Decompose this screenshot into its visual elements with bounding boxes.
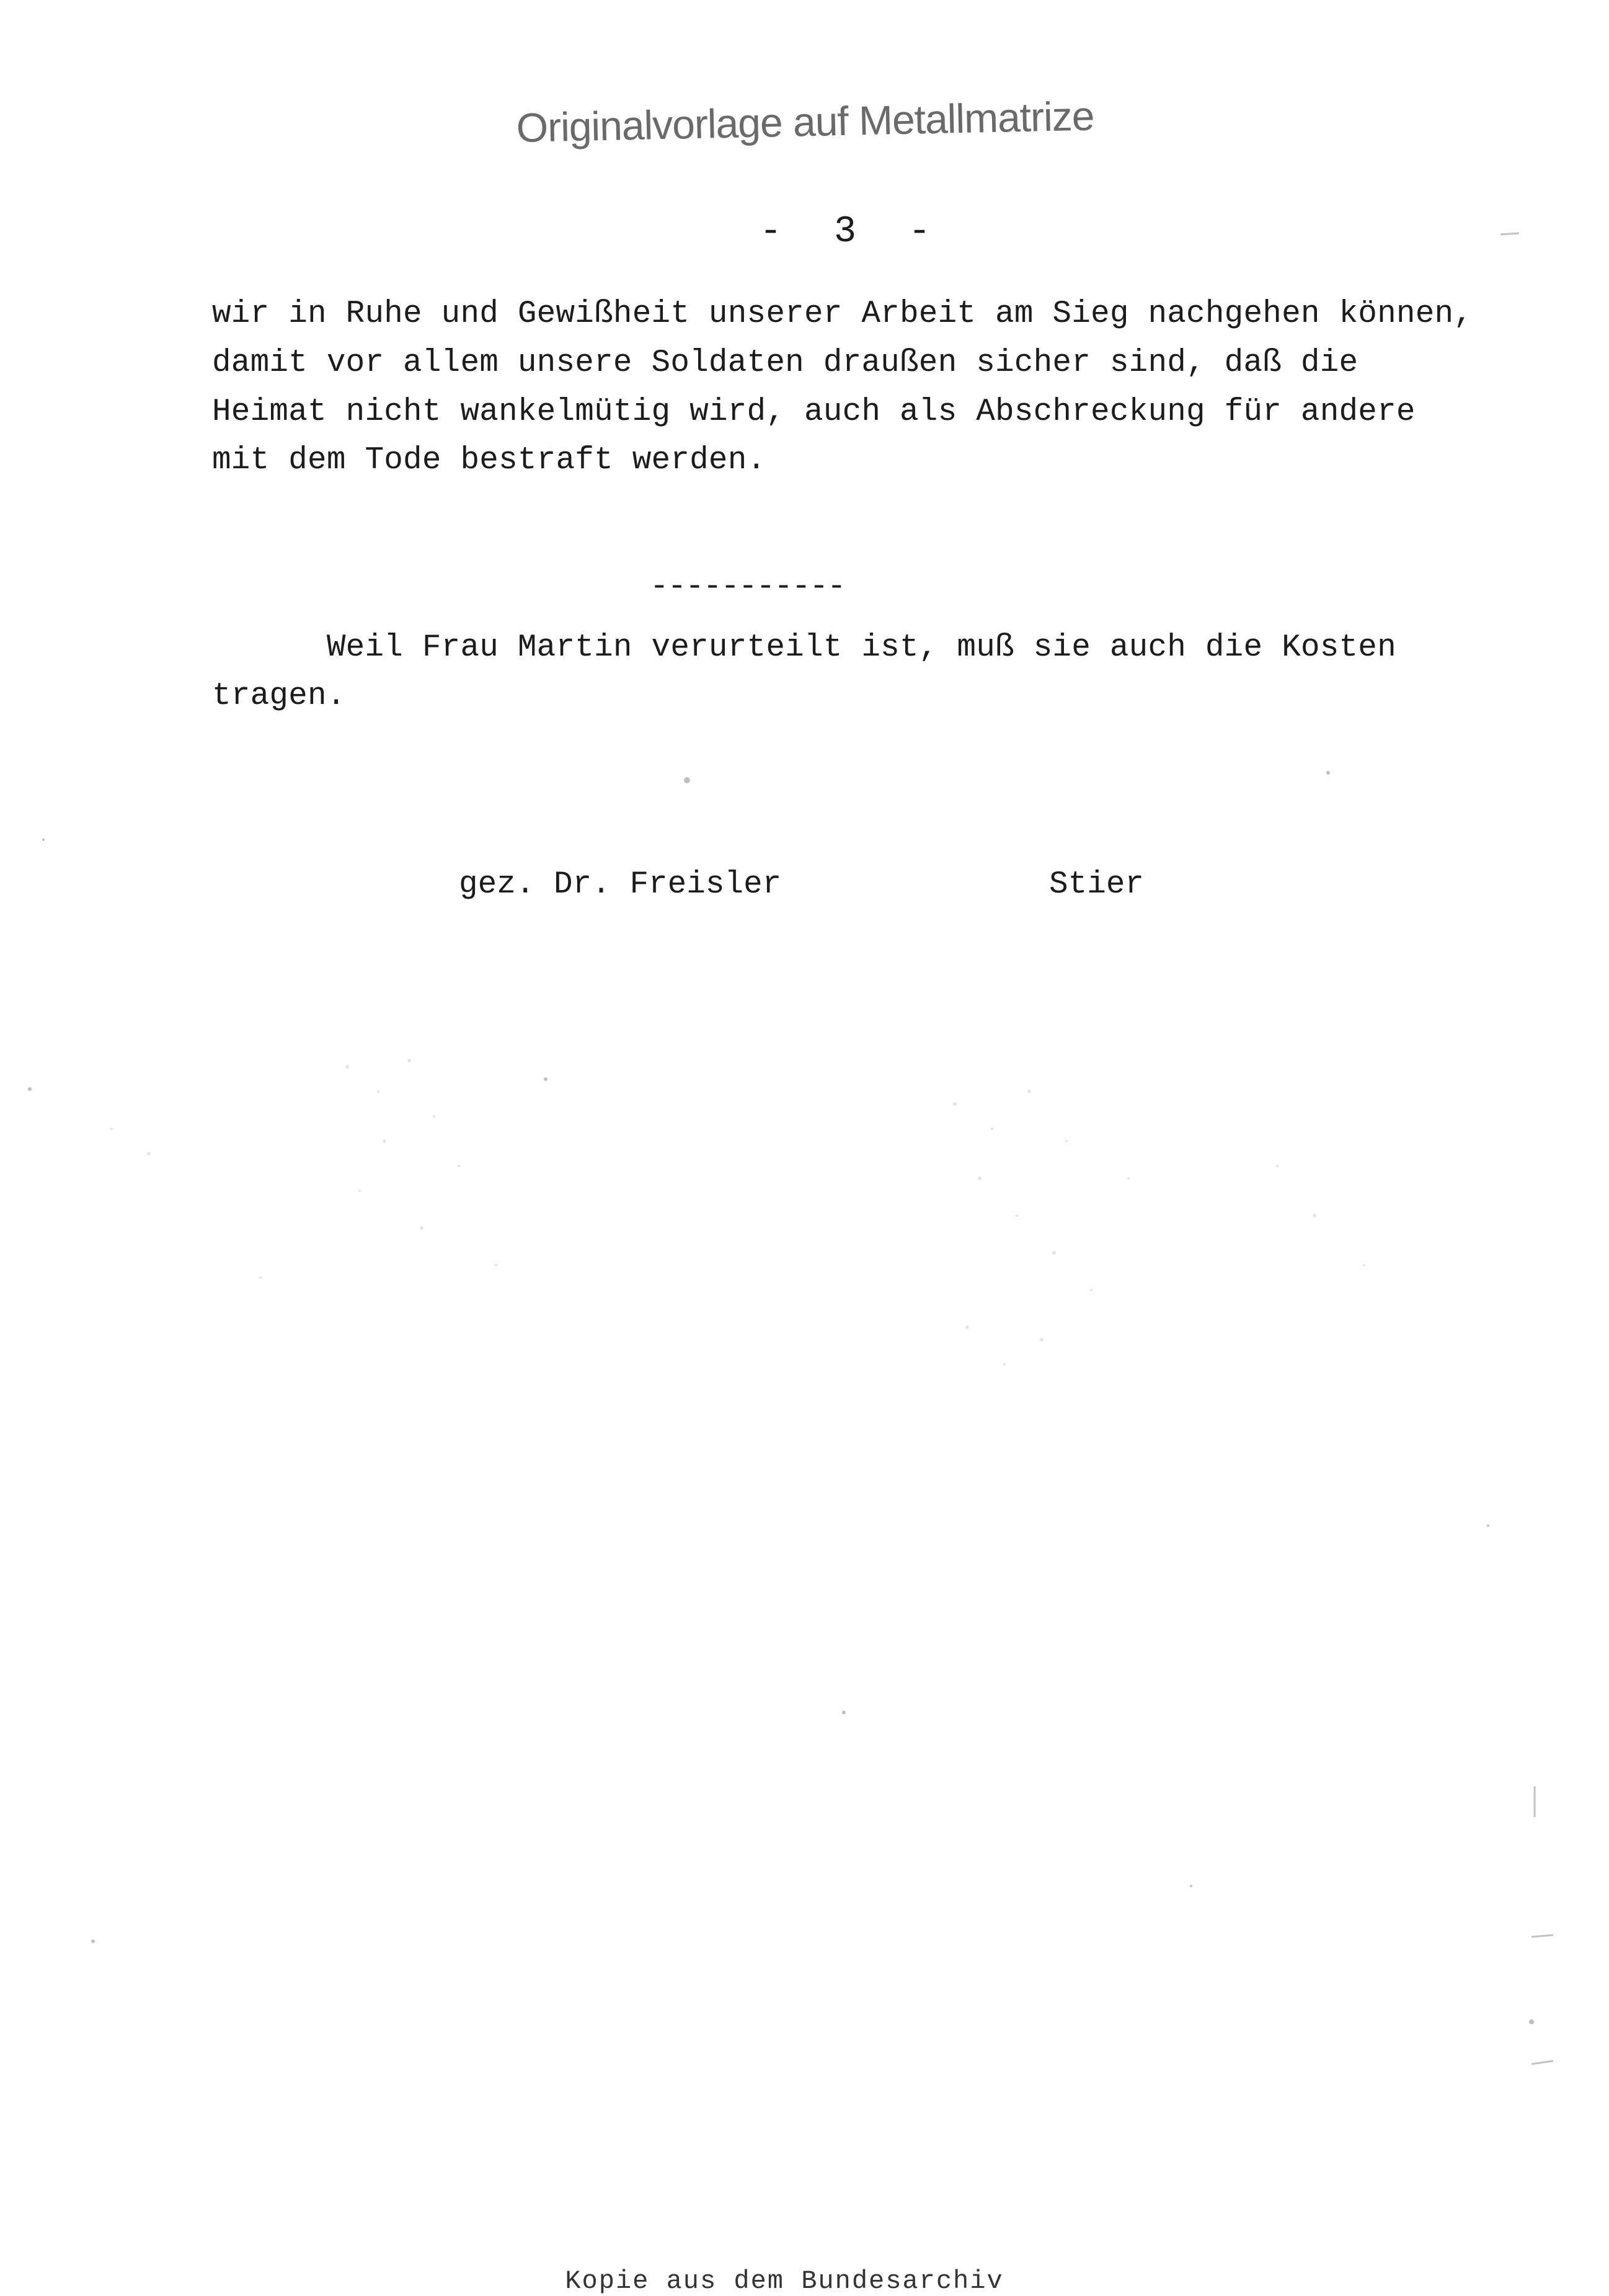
paragraph-1-line-1: wir in Ruhe und Gewißheit unserer Arbeit am Sieg nachgehen können,: [212, 296, 1473, 332]
paragraph-2-line-1: Weil Frau Martin verurteilt ist, muß sie auch die Kosten: [212, 630, 1396, 665]
archive-stamp: Originalvorlage auf Metallmatrize: [516, 92, 1095, 151]
paragraph-1-line-2: damit vor allem unsere Soldaten draußen sicher sind, daß die: [212, 345, 1359, 381]
section-divider: -----------: [650, 569, 845, 605]
archive-footer: Kopie aus dem Bundesarchiv: [565, 2266, 1004, 2296]
paragraph-1-line-3: Heimat nicht wankelmütig wird, auch als Abschreckung für andere: [212, 394, 1416, 430]
signature-freisler: gez. Dr. Freisler: [459, 867, 782, 902]
page-number: - 3 -: [760, 211, 946, 253]
paragraph-2-line-2: tragen.: [212, 679, 346, 714]
signature-stier: Stier: [1049, 867, 1145, 902]
paragraph-1-line-4: mit dem Tode bestraft werden.: [212, 443, 766, 478]
